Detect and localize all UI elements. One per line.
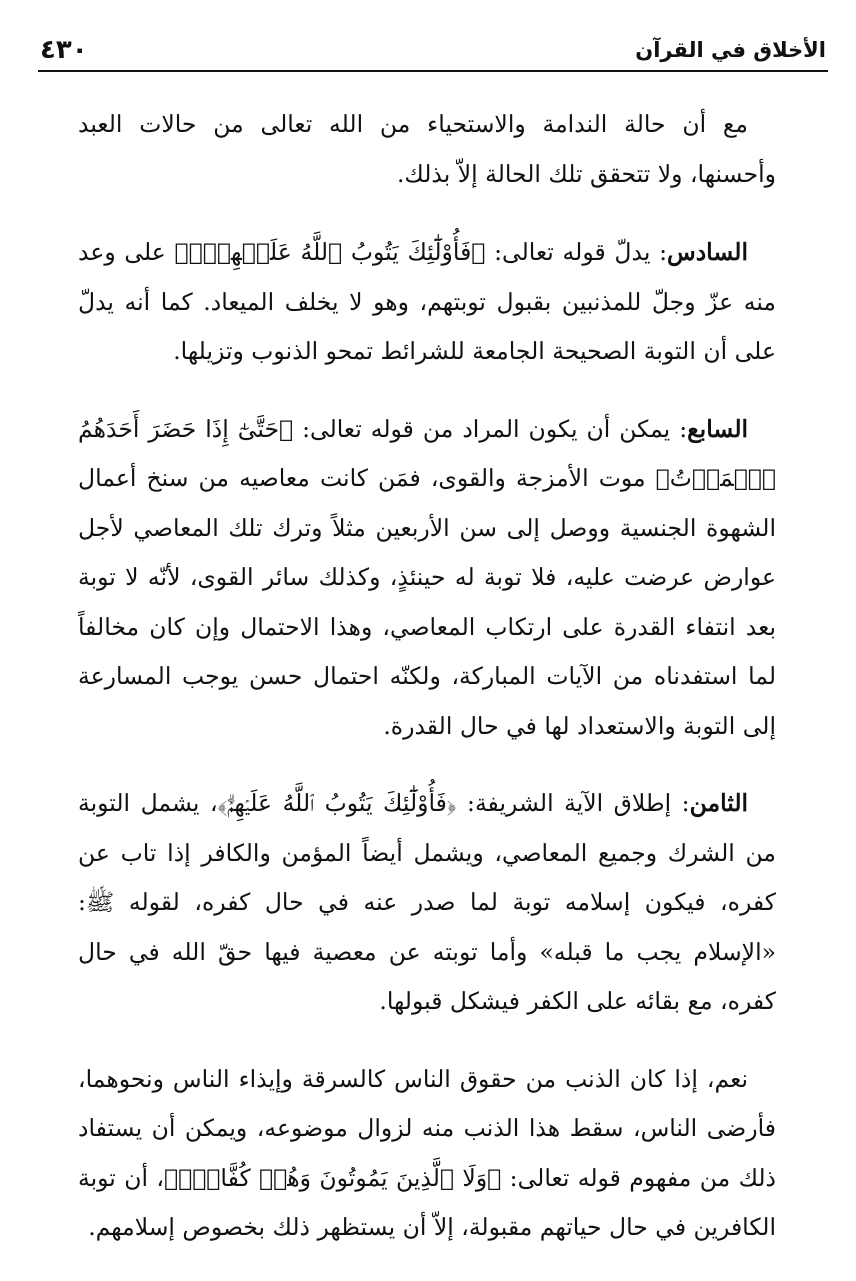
page-body bbox=[78, 100, 776, 1281]
paragraph-text-before: : يمكن أن يكون المراد من قوله تعالى: bbox=[293, 414, 688, 443]
paragraph-label: السابع bbox=[687, 414, 749, 443]
page-number: ٤٣٠ bbox=[40, 35, 88, 65]
paragraph-label: الثامن bbox=[689, 789, 749, 817]
quran-verse: ﴿وَلَا ٱلَّذِينَ يَمُوتُونَ وَهُمۡ كُفَّارٌۚ﴾ bbox=[164, 1163, 502, 1192]
quran-verse: ﴿فَأُوْلَٰٓئِكَ يَتُوبُ ٱللَّهُ عَلَيۡهِمۡۗ﴾ bbox=[174, 238, 486, 266]
header-rule bbox=[38, 70, 828, 72]
paragraph-seventh bbox=[78, 405, 776, 752]
paragraph-text-after: ، يشمل التوبة من الشرك وجميع المعاصي، ويشمل أيضاً المؤمن والكافر إذا تاب عن كفره، فيكون إسلامه توبة لما صدر عنه في حال كفره، لقوله ﷺ: «الإسلام يجب ما قبله» وأما توبته عن معصية فيها حقّ الله في حال كفره، مع بقائه على الكفر فيشكل قبولها. bbox=[78, 789, 776, 1015]
running-title: الأخلاق في القرآن bbox=[635, 38, 826, 62]
quran-verse: ﴿فَأُوْلَٰٓئِكَ يَتُوبُ ٱللَّهُ عَلَيۡهِمۡۗ﴾ bbox=[217, 789, 457, 817]
paragraph-text-after: على وعد منه عزّ وجلّ للمذنبين بقبول توبتهم، وهو لا يخلف الميعاد. كما أنه يدلّ على أن التوبة الصحيحة الجامعة للشرائط تمحو الذنوب وتزيلها. bbox=[78, 238, 776, 365]
paragraph-label: السادس bbox=[667, 238, 748, 266]
quran-verse: ﴿حَتَّىٰٓ إِذَا حَضَرَ أَحَدَهُمُ ٱلۡمَوۡتُ﴾ bbox=[78, 414, 776, 492]
paragraph-text-after: ، أن توبة الكافرين في حال حياتهم مقبولة، إلاّ أن يستظهر ذلك بخصوص إسلامهم. bbox=[78, 1163, 776, 1241]
paragraph-text-before: نعم، إذا كان الذنب من حقوق الناس كالسرقة وإيذاء الناس ونحوهما، فأرضى الناس، سقط هذا الذنب منه لزوال موضوعه، ويمكن أن يستفاد ذلك من مفهوم قوله تعالى: bbox=[78, 1064, 776, 1192]
paragraph-text-after: موت الأمزجة والقوى، فمَن كانت معاصيه من سنخ أعمال الشهوة الجنسية ووصل إلى سن الأربعين مثلاً وترك تلك المعاصي لأجل عوارض عرضت عليه، فلا توبة له حينئذٍ، وكذلك سائر القوى، لأنّه لا توبة بعد انتفاء القدرة على ارتكاب المعاصي، وهذا الاحتمال وإن كان مخالفاً لما استفدناه من الآيات المباركة، ولكنّه احتمال حسن يوجب المسارعة إلى التوبة والاستعداد لها في حال القدرة. bbox=[78, 464, 776, 740]
paragraph-intro bbox=[78, 100, 776, 199]
paragraph-eighth bbox=[78, 779, 776, 1027]
paragraph-text-before: : يدلّ قوله تعالى: bbox=[485, 238, 668, 266]
paragraph-text-before: : إطلاق الآية الشريفة: bbox=[456, 789, 690, 817]
paragraph-sixth bbox=[78, 228, 776, 377]
paragraph-text: مع أن حالة الندامة والاستحياء من الله تعالى من حالات العبد وأحسنها، ولا تتحقق تلك الحالة إلاّ بذلك. bbox=[78, 110, 776, 188]
paragraph-final bbox=[78, 1055, 776, 1253]
page-header bbox=[40, 28, 826, 68]
